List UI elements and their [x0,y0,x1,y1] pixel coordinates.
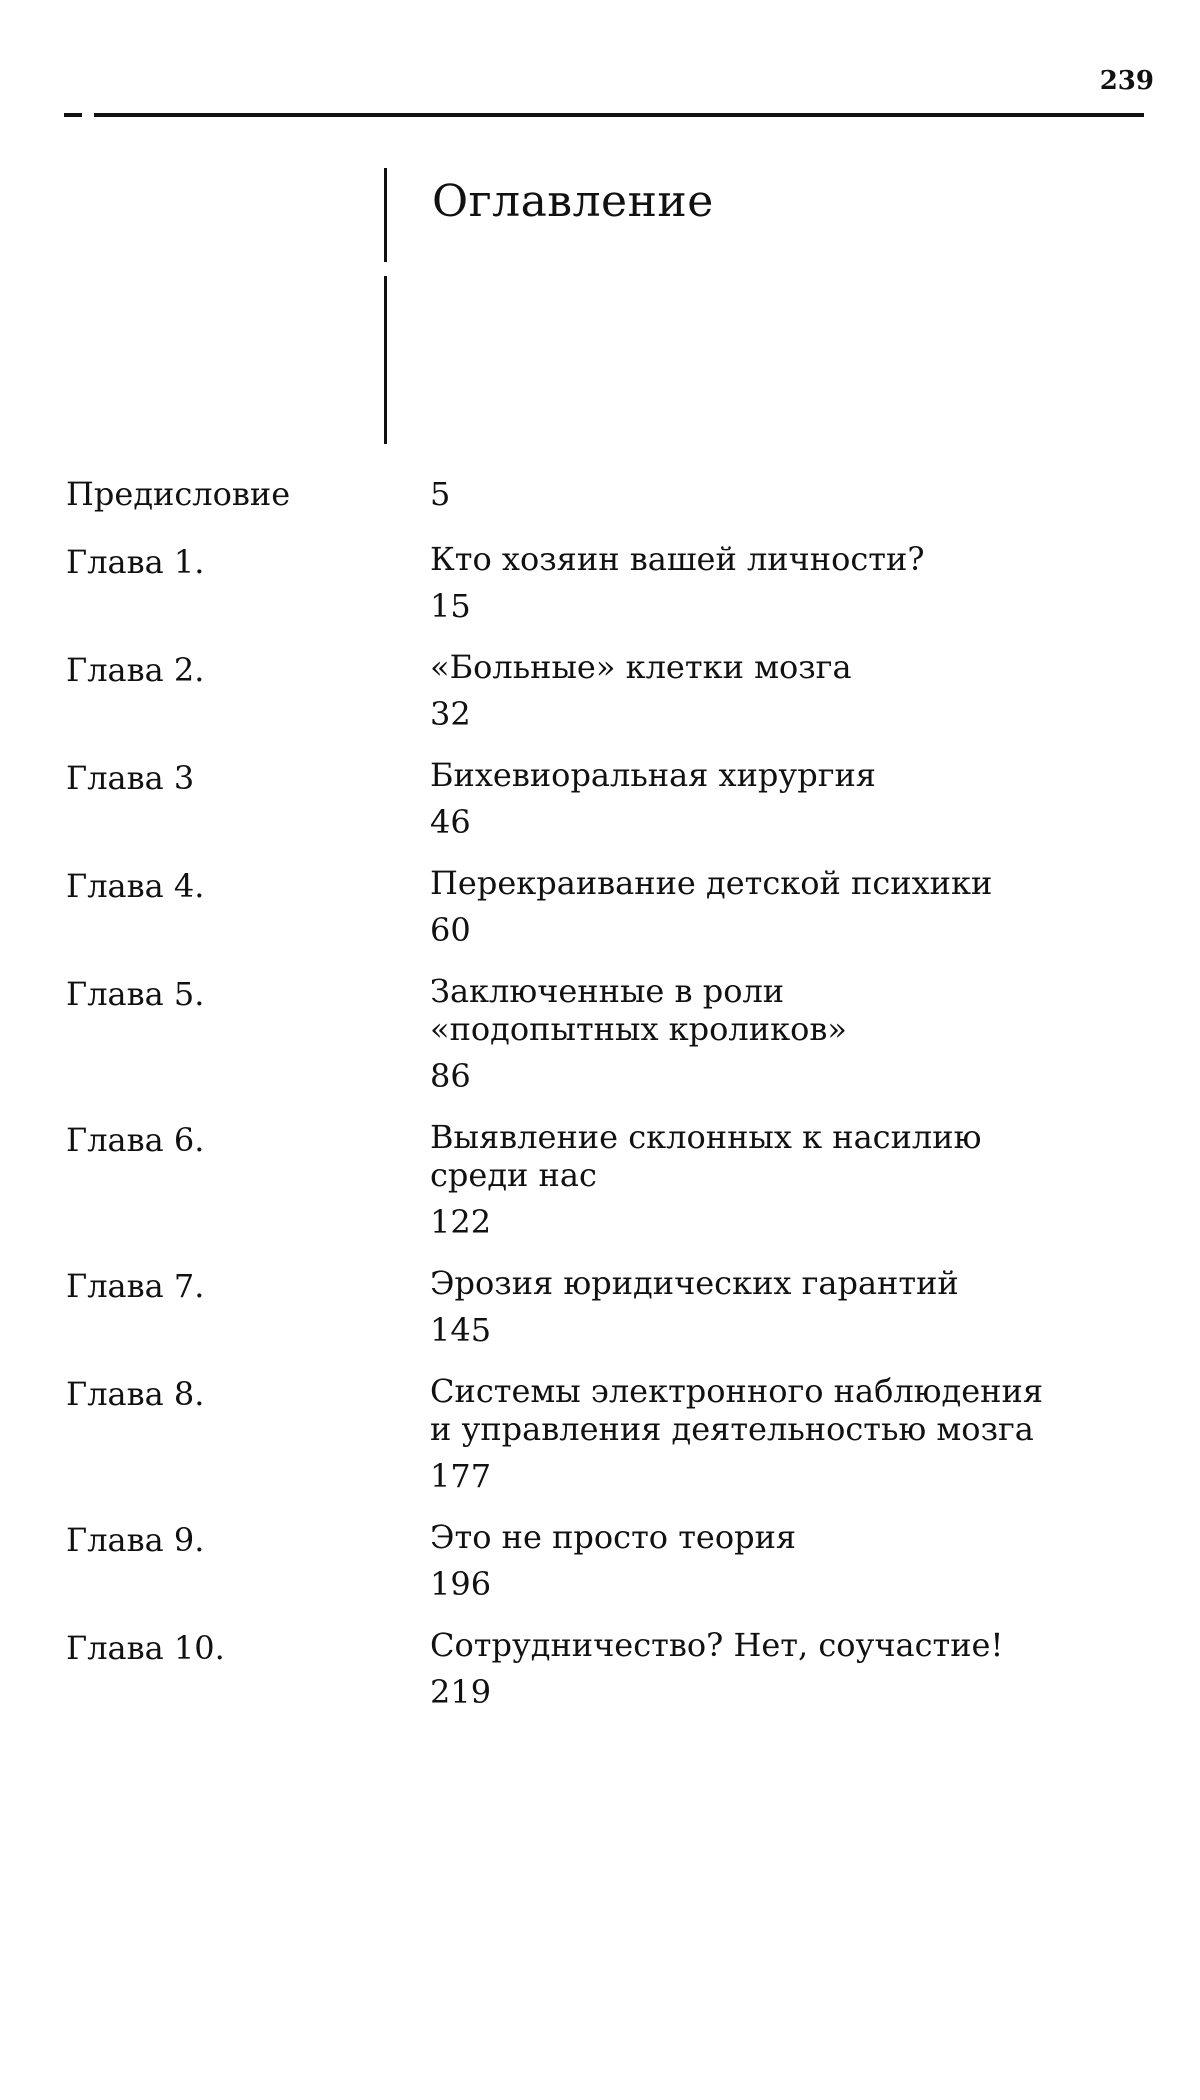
toc-entry-body [430,1264,1156,1352]
toc-entry-body [430,1372,1156,1498]
toc-entry-body [430,756,1156,844]
header-rule-break [82,112,94,118]
toc-entry-title: Это не просто теория [430,1518,797,1556]
toc-entry-label: Предисловие [66,475,291,513]
page-number: 239 [1099,66,1154,96]
title-vertical-rule [384,168,387,444]
toc-entry-body [430,864,1156,952]
toc-entry-chapter-8 [66,1372,1156,1498]
toc-entry-chapter-1 [66,540,1156,628]
toc-entry-body [430,1518,1156,1606]
toc-entry-preface [66,472,1156,516]
toc-entry-label: Глава 2. [66,651,205,689]
toc-entry-title: Сотрудничество? Нет, соучастие! [430,1626,1004,1664]
toc-entry-body [430,472,1156,516]
toc-entry-page: 46 [430,803,471,841]
toc-entry-page: 219 [430,1673,492,1711]
toc-entry-body [430,972,1156,1098]
toc-entry-chapter-3 [66,756,1156,844]
title-vertical-rule-gap [383,262,388,276]
toc-entry-chapter-9 [66,1518,1156,1606]
toc-entry-label: Глава 10. [66,1629,225,1667]
toc-entry-title: Кто хозяин вашей личности? [430,540,925,578]
toc-entry-page: 60 [430,911,471,949]
toc-entry-page: 196 [430,1565,492,1603]
toc-entry-label: Глава 3 [66,759,195,797]
toc-entry-body [430,1626,1156,1714]
toc-entry-label: Глава 4. [66,867,205,905]
toc-entry-page: 122 [430,1203,492,1241]
toc-entry-page: 86 [430,1057,471,1095]
toc-entry-label: Глава 5. [66,975,205,1013]
toc-entry-title: «Больные» клетки мозга [430,648,852,686]
toc-entry-page: 5 [430,475,451,513]
toc-entry-title: Эрозия юридических гарантий [430,1264,959,1302]
header-rule [64,113,1144,117]
toc-entry-page: 15 [430,587,471,625]
toc-entry-page: 32 [430,695,471,733]
toc-entry-title: Перекраивание детской психики [430,864,993,902]
toc-entry-body [430,540,1156,628]
toc-entry-title: Бихевиоральная хирургия [430,756,876,794]
toc-entry-body [430,1118,1156,1244]
toc-entry-label: Глава 6. [66,1121,205,1159]
toc-entry-chapter-10 [66,1626,1156,1714]
toc-entry-page: 177 [430,1457,492,1495]
toc-title: Оглавление [432,176,714,227]
toc-entry-title: Заключенные в роли «подопытных кроликов» [430,972,847,1048]
toc-entry-label: Глава 7. [66,1267,205,1305]
toc-entry-chapter-4 [66,864,1156,952]
toc-entry-chapter-7 [66,1264,1156,1352]
toc-entry-title: Системы электронного наблюдения и управления деятельностью мозга [430,1372,1044,1448]
toc-entry-label: Глава 9. [66,1521,205,1559]
toc-entry-chapter-2 [66,648,1156,736]
toc-entry-chapter-5 [66,972,1156,1098]
toc-entry-page: 145 [430,1311,492,1349]
toc-entry-body [430,648,1156,736]
toc-entry-chapter-6 [66,1118,1156,1244]
toc-entry-title: Выявление склонных к насилию среди нас [430,1118,982,1194]
toc-entry-label: Глава 8. [66,1375,205,1413]
table-of-contents [66,472,1156,1734]
toc-entry-label: Глава 1. [66,543,205,581]
